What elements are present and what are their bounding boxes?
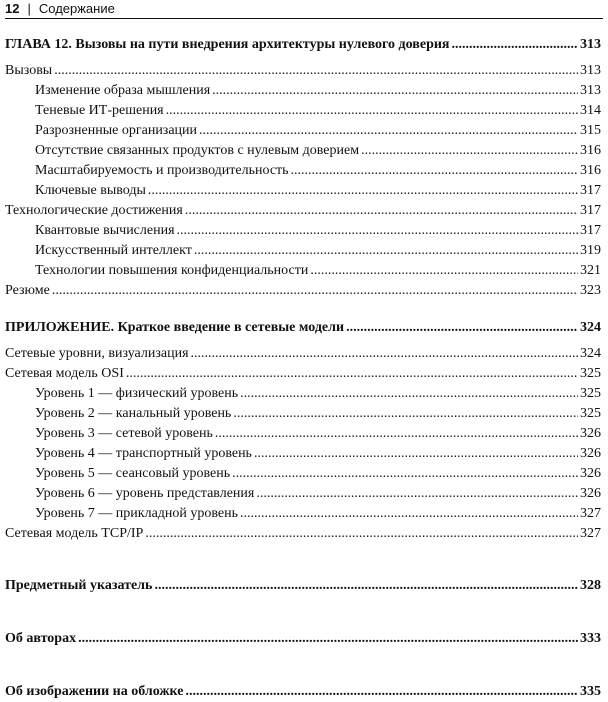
running-header xyxy=(5,0,603,19)
toc-entry[interactable] xyxy=(5,61,601,81)
toc-entry-title: Ключевые выводы xyxy=(35,183,146,198)
dot-leader xyxy=(215,424,578,444)
dot-leader xyxy=(212,81,578,101)
toc-entry-page: 317 xyxy=(580,183,601,198)
toc-entry[interactable] xyxy=(5,504,601,524)
dot-leader xyxy=(194,241,578,261)
toc-entry[interactable] xyxy=(5,181,601,201)
toc-entry[interactable] xyxy=(5,261,601,281)
toc-entry-page: 325 xyxy=(580,366,601,381)
toc-entry-page: 313 xyxy=(580,63,601,78)
toc-entry[interactable] xyxy=(5,201,601,221)
toc-entry-page: 317 xyxy=(580,223,601,238)
toc-entry-page: 326 xyxy=(580,466,601,481)
toc-entry-page: 326 xyxy=(580,486,601,501)
dot-leader xyxy=(54,61,578,81)
dot-leader xyxy=(240,504,578,524)
toc-chapter-12[interactable] xyxy=(5,35,601,55)
spacer xyxy=(5,649,601,682)
spacer xyxy=(5,596,601,629)
toc-entry-title: Уровень 2 — канальный уровень xyxy=(35,406,232,421)
toc-entry-title: Искусственный интеллект xyxy=(35,243,192,258)
toc-entry-title: Масштабируемость и производительность xyxy=(35,163,289,178)
table-of-contents xyxy=(5,35,601,702)
toc-entry[interactable] xyxy=(5,281,601,301)
toc-entry[interactable] xyxy=(5,444,601,464)
toc-entry-page: 317 xyxy=(580,203,601,218)
dot-leader xyxy=(361,141,578,161)
dot-leader xyxy=(126,364,578,384)
toc-entry-title: Отсутствие связанных продуктов с нулевым доверием xyxy=(35,143,360,158)
toc-entry-page: 321 xyxy=(580,263,601,278)
dot-leader xyxy=(199,121,578,141)
toc-entry-page: 335 xyxy=(580,684,601,699)
toc-entry-page: 328 xyxy=(580,578,601,593)
dot-leader xyxy=(191,344,578,364)
toc-entry-title: Уровень 5 — сеансовый уровень xyxy=(35,466,231,481)
toc-entry[interactable] xyxy=(5,484,601,504)
dot-leader xyxy=(145,524,578,544)
dot-leader xyxy=(233,404,578,424)
toc-entry-title: Технологические достижения xyxy=(5,203,183,218)
toc-entry[interactable] xyxy=(5,364,601,384)
toc-entry-title: Уровень 3 — сетевой уровень xyxy=(35,426,213,441)
dot-leader xyxy=(78,629,578,649)
dot-leader xyxy=(166,101,578,121)
toc-entry-title: ПРИЛОЖЕНИЕ. Краткое введение в сетевые модели xyxy=(5,320,345,335)
dot-leader xyxy=(346,318,578,338)
toc-entry-page: 325 xyxy=(580,406,601,421)
toc-entry-page: 326 xyxy=(580,426,601,441)
toc-entry-page: 313 xyxy=(580,37,601,52)
toc-entry[interactable] xyxy=(5,121,601,141)
dot-leader xyxy=(240,384,578,404)
toc-entry-title: Об изображении на обложке xyxy=(5,684,184,699)
dot-leader xyxy=(310,261,578,281)
toc-entry-title: Уровень 4 — транспортный уровень xyxy=(35,446,252,461)
toc-entry-title: Резюме xyxy=(5,283,50,298)
toc-entry[interactable] xyxy=(5,221,601,241)
toc-entry-page: 333 xyxy=(580,631,601,646)
page-number: 12 xyxy=(5,1,20,16)
toc-entry-title: Изменение образа мышления xyxy=(35,83,211,98)
dot-leader xyxy=(52,281,578,301)
toc-entry-title: Квантовые вычисления xyxy=(35,223,175,238)
toc-entry-title: Уровень 6 — уровень представления xyxy=(35,486,255,501)
toc-entry-title: Уровень 7 — прикладной уровень xyxy=(35,506,239,521)
toc-appendix[interactable] xyxy=(5,318,601,338)
dot-leader xyxy=(148,181,578,201)
toc-entry[interactable] xyxy=(5,101,601,121)
toc-entry-title: Вызовы xyxy=(5,63,53,78)
toc-entry-page: 324 xyxy=(580,346,601,361)
toc-entry-page: 313 xyxy=(580,83,601,98)
toc-about-cover[interactable] xyxy=(5,682,601,702)
dot-leader xyxy=(291,161,578,181)
dot-leader xyxy=(154,576,578,596)
toc-entry-title: ГЛАВА 12. Вызовы на пути внедрения архитектуры нулевого доверия xyxy=(5,37,450,52)
dot-leader xyxy=(185,682,578,702)
toc-entry-page: 316 xyxy=(580,143,601,158)
toc-entry[interactable] xyxy=(5,424,601,444)
toc-entry-title: Разрозненные организации xyxy=(35,123,198,138)
spacer xyxy=(5,544,601,576)
header-separator: | xyxy=(27,1,31,16)
toc-entry-page: 327 xyxy=(580,526,601,541)
dot-leader xyxy=(185,201,578,221)
toc-entry-title: Уровень 1 — физический уровень xyxy=(35,386,239,401)
toc-entry[interactable] xyxy=(5,524,601,544)
toc-about-authors[interactable] xyxy=(5,629,601,649)
toc-entry-page: 326 xyxy=(580,446,601,461)
toc-entry-title: Теневые ИТ-решения xyxy=(35,103,164,118)
toc-entry-page: 314 xyxy=(580,103,601,118)
toc-entry-page: 323 xyxy=(580,283,601,298)
spacer xyxy=(5,301,601,318)
toc-entry-page: 319 xyxy=(580,243,601,258)
toc-entry[interactable] xyxy=(5,141,601,161)
header-title: Содержание xyxy=(38,1,115,16)
dot-leader xyxy=(232,464,578,484)
toc-entry-page: 315 xyxy=(580,123,601,138)
toc-entry-page: 324 xyxy=(580,320,601,335)
toc-entry[interactable] xyxy=(5,464,601,484)
dot-leader xyxy=(177,221,578,241)
toc-entry[interactable] xyxy=(5,344,601,364)
toc-entry[interactable] xyxy=(5,161,601,181)
toc-index[interactable] xyxy=(5,576,601,596)
dot-leader xyxy=(256,484,578,504)
toc-entry[interactable] xyxy=(5,241,601,261)
toc-entry-title: Технологии повышения конфиденциальности xyxy=(35,263,309,278)
toc-entry[interactable] xyxy=(5,404,601,424)
toc-entry-title: Сетевые уровни, визуализация xyxy=(5,346,189,361)
toc-entry[interactable] xyxy=(5,384,601,404)
toc-entry-page: 327 xyxy=(580,506,601,521)
toc-entry[interactable] xyxy=(5,81,601,101)
toc-entry-page: 325 xyxy=(580,386,601,401)
toc-entry-title: Сетевая модель OSI xyxy=(5,366,124,381)
toc-entry-title: Об авторах xyxy=(5,631,77,646)
dot-leader xyxy=(452,35,579,55)
toc-entry-title: Сетевая модель TCP/IP xyxy=(5,526,144,541)
dot-leader xyxy=(254,444,578,464)
toc-entry-page: 316 xyxy=(580,163,601,178)
toc-entry-title: Предметный указатель xyxy=(5,578,153,593)
